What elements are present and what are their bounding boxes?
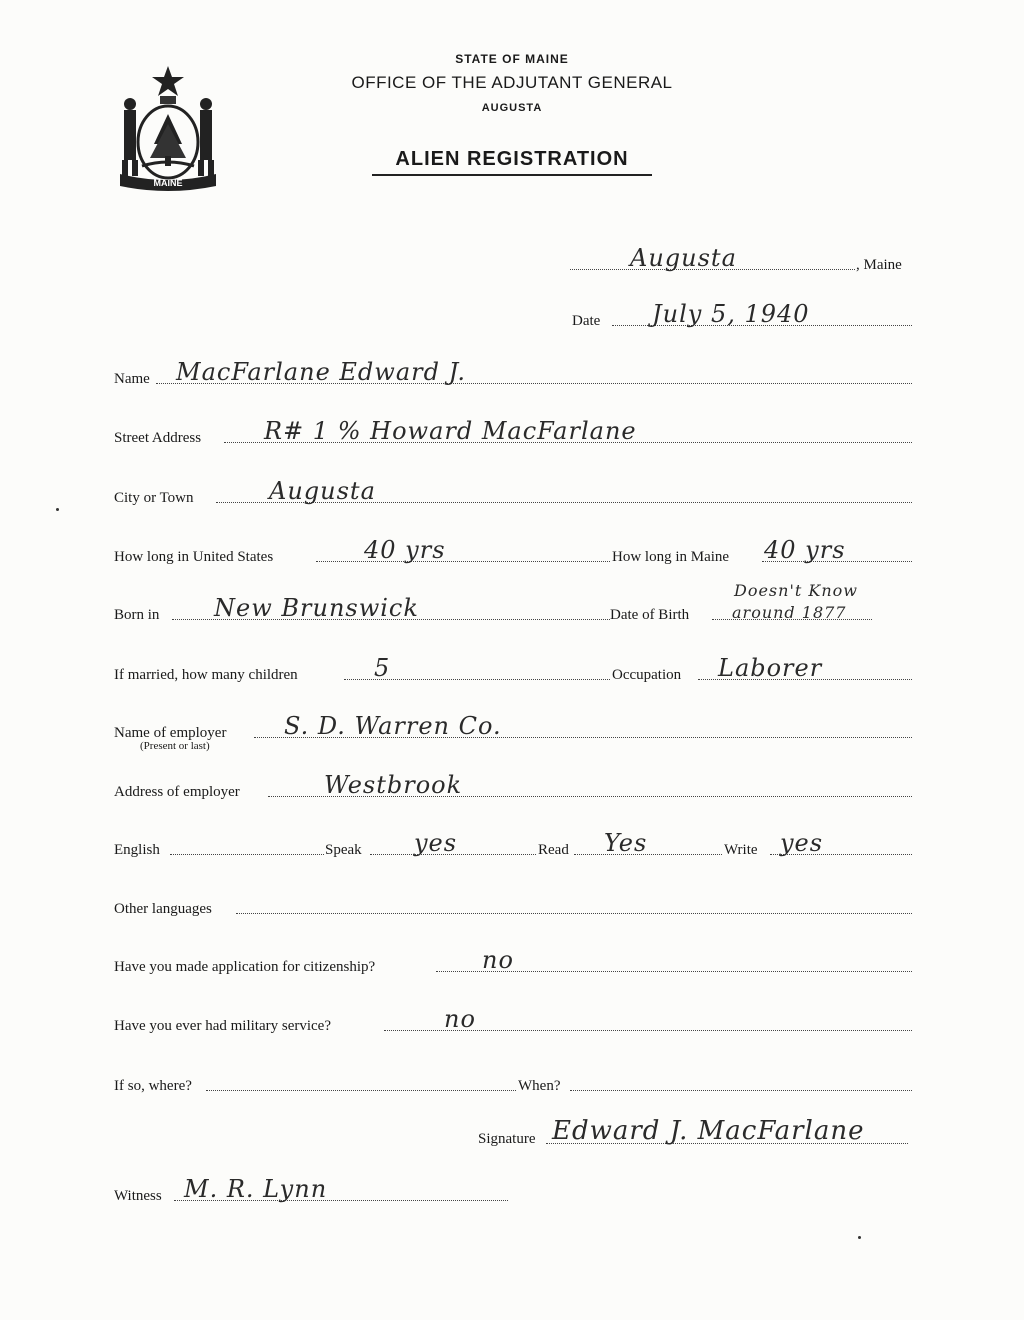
signature-value: Edward J. MacFarlane [552, 1116, 865, 1146]
dob-label: Date of Birth [610, 607, 690, 623]
header-city: AUGUSTA [481, 102, 543, 114]
maine-years-value: 40 yrs [764, 536, 846, 564]
witness-row [114, 1175, 510, 1205]
employer-address-label: Address of employer [114, 784, 240, 800]
write-value: yes [780, 829, 824, 857]
military-label: Have you ever had military service? [114, 1018, 331, 1034]
employer-value: S. D. Warren Co. [284, 712, 502, 740]
other-languages-label: Other languages [114, 901, 212, 917]
name-row [114, 358, 912, 388]
header-state: STATE OF MAINE [455, 52, 569, 66]
witness-label: Witness [114, 1188, 162, 1204]
speak-value: yes [414, 829, 458, 857]
seal-banner-text: MAINE [153, 178, 183, 188]
title-underline [372, 174, 652, 176]
us-years-label: How long in United States [114, 549, 274, 565]
dob-value: around 1877 [732, 603, 847, 622]
family-row [114, 654, 912, 684]
maine-years-label: How long in Maine [612, 549, 730, 565]
english-label: English [114, 842, 160, 858]
citizenship-row [114, 946, 912, 976]
military-value: no [444, 1005, 476, 1033]
residency-row [114, 536, 912, 566]
place-value: Augusta [630, 244, 737, 272]
city-row [114, 477, 912, 507]
us-years-value: 40 yrs [364, 536, 446, 564]
children-label: If married, how many children [114, 667, 298, 683]
english-row [114, 829, 912, 859]
form-title: ALIEN REGISTRATION [395, 148, 629, 170]
paper-speck [858, 1236, 861, 1239]
street-row [114, 417, 912, 447]
date-label: Date [572, 313, 601, 329]
place-row [570, 244, 915, 274]
born-in-value: New Brunswick [214, 594, 419, 622]
signature-label: Signature [478, 1131, 536, 1147]
date-value: July 5, 1940 [652, 300, 810, 328]
born-in-label: Born in [114, 607, 160, 623]
signature-row [478, 1118, 978, 1148]
other-languages-row [114, 888, 912, 918]
where-when-row [114, 1065, 912, 1095]
write-label: Write [724, 842, 758, 858]
dob-value-note: Doesn't Know [734, 581, 858, 600]
employer-label: Name of employer [114, 725, 227, 741]
speak-label: Speak [325, 842, 362, 858]
header-office: OFFICE OF THE ADJUTANT GENERAL [351, 73, 673, 92]
military-row [114, 1005, 912, 1035]
name-label: Name [114, 371, 150, 387]
date-row [572, 300, 912, 330]
employer-address-value: Westbrook [324, 771, 463, 799]
paper-speck [56, 508, 59, 511]
street-value: R# 1 % Howard MacFarlane [264, 417, 637, 445]
city-value: Augusta [269, 477, 376, 505]
city-label: City or Town [114, 490, 194, 506]
birth-row [114, 581, 912, 624]
where-label: If so, where? [114, 1078, 192, 1094]
place-suffix-label: , Maine [856, 257, 902, 273]
occupation-value: Laborer [718, 654, 823, 682]
read-value: Yes [604, 829, 648, 857]
occupation-label: Occupation [612, 667, 682, 683]
when-label: When? [518, 1078, 561, 1094]
children-value: 5 [374, 654, 391, 682]
read-label: Read [538, 842, 569, 858]
witness-value: M. R. Lynn [184, 1175, 328, 1203]
citizenship-label: Have you made application for citizenship? [114, 959, 376, 975]
employer-sublabel: (Present or last) [140, 740, 210, 752]
name-value: MacFarlane Edward J. [176, 358, 466, 386]
street-label: Street Address [114, 430, 202, 446]
citizenship-value: no [482, 946, 514, 974]
employer-address-row [114, 771, 912, 801]
employer-row [114, 712, 912, 742]
